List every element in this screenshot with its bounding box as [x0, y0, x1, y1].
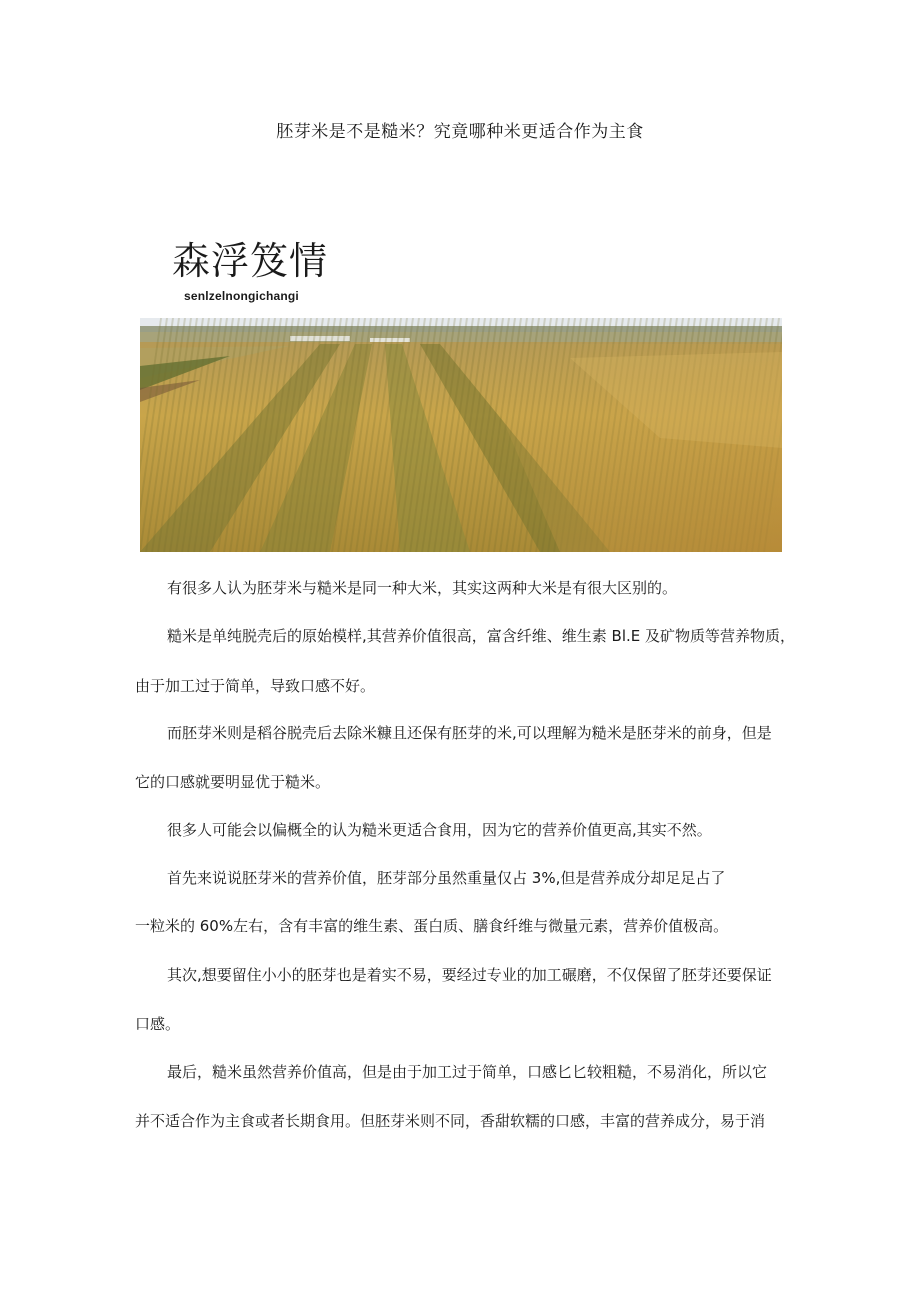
- brand-pinyin: senlzelnongichangi: [184, 289, 299, 303]
- brand-logo-text: 森浮笈情: [172, 239, 329, 283]
- document-title: 胚芽米是不是糙米？究竟哪种米更适合作为主食: [276, 122, 644, 142]
- rice-field-photo: [140, 318, 782, 552]
